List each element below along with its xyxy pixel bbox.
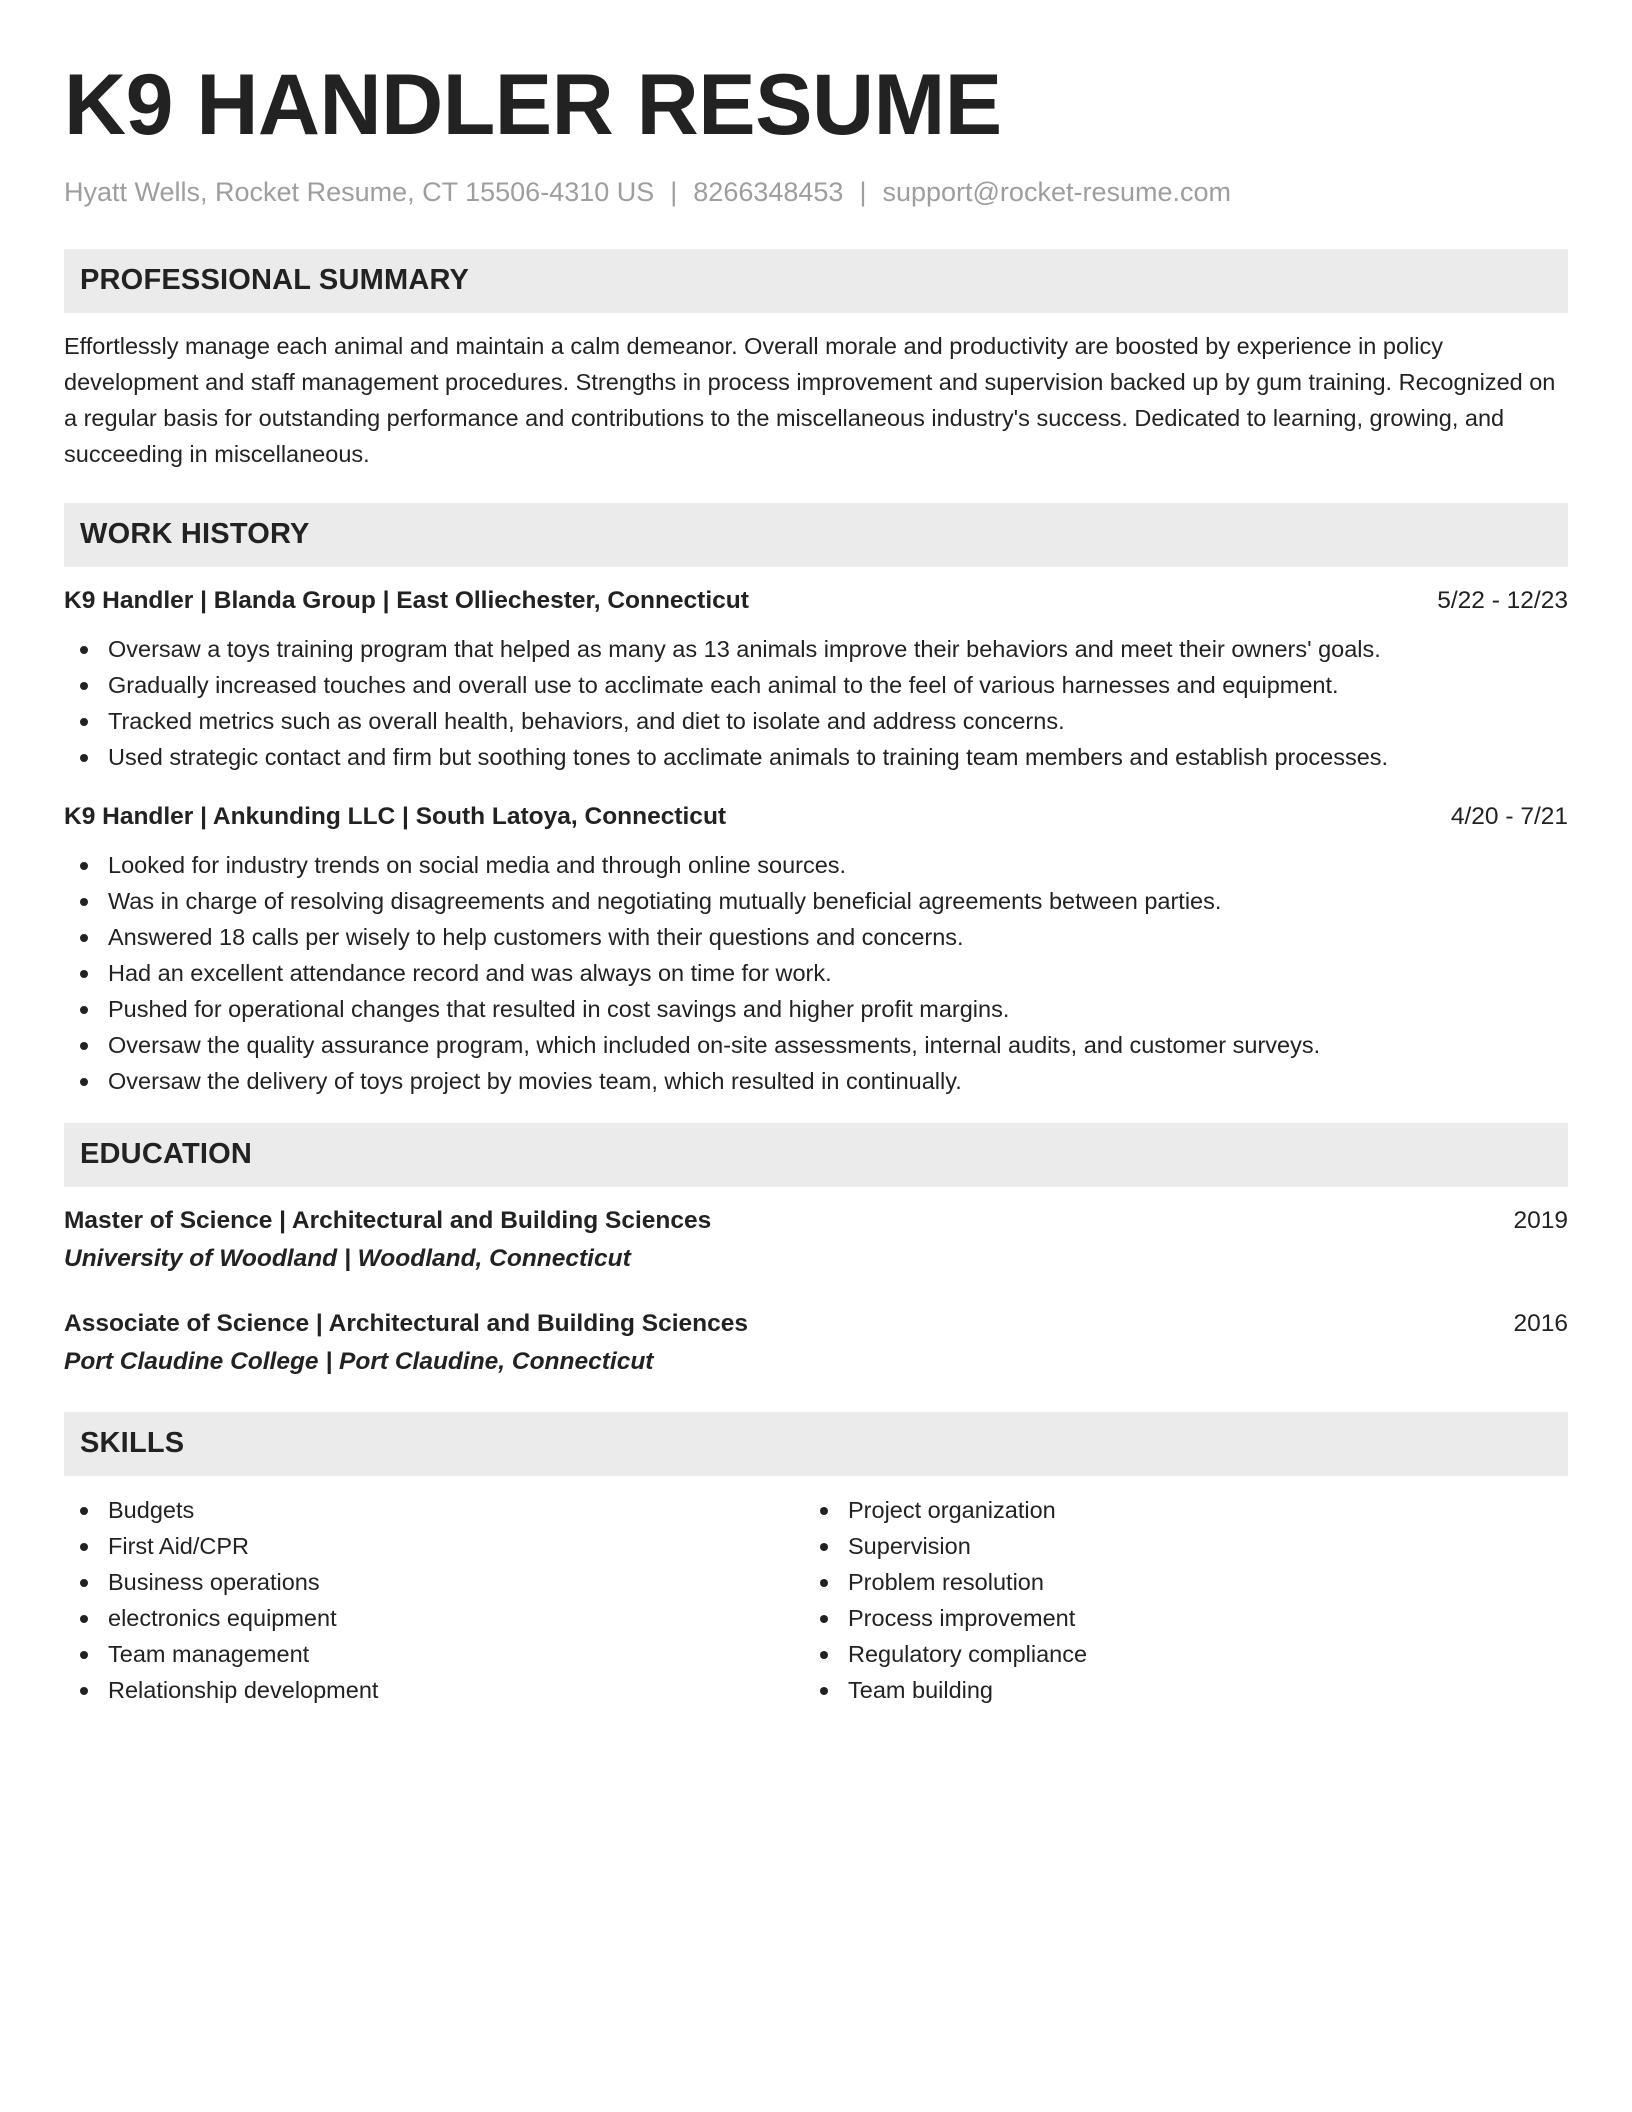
contact-email[interactable]: support@rocket-resume.com <box>882 177 1231 208</box>
work-heading: WORK HISTORY <box>80 518 310 551</box>
skill-item: Relationship development <box>64 1672 804 1708</box>
skill-item: Budgets <box>64 1492 804 1528</box>
contact-line <box>64 176 1568 208</box>
education-section-header <box>64 1123 1568 1187</box>
contact-separator: | <box>859 177 867 208</box>
education-header <box>64 1207 1568 1235</box>
skills-list-right <box>804 1492 1544 1708</box>
list-item: Looked for industry trends on social media and through online sources. <box>64 847 1568 883</box>
summary-section-header <box>64 249 1568 313</box>
education-school: University of Woodland | Woodland, Connecticut <box>64 1244 631 1272</box>
contact-address: Hyatt Wells, Rocket Resume, CT 15506-4310 US <box>64 177 655 208</box>
education-year: 2016 <box>1513 1309 1568 1337</box>
skills-list-left <box>64 1492 804 1708</box>
education-header <box>64 1310 1568 1338</box>
list-item: Oversaw a toys training program that helped as many as 13 animals improve their behaviors and meet their owners' goals. <box>64 631 1568 667</box>
education-degree: Associate of Science | Architectural and Building Sciences <box>64 1309 748 1337</box>
skill-item: First Aid/CPR <box>64 1528 804 1564</box>
education-heading: EDUCATION <box>80 1138 253 1171</box>
skill-item: Team management <box>64 1636 804 1672</box>
skill-item: Project organization <box>804 1492 1544 1528</box>
education-degree: Master of Science | Architectural and Building Sciences <box>64 1206 712 1234</box>
summary-heading: PROFESSIONAL SUMMARY <box>80 264 470 297</box>
job-header <box>64 587 1568 615</box>
job-title: K9 Handler | Blanda Group | East Olliechester, Connecticut <box>64 586 749 614</box>
list-item: Answered 18 calls per wisely to help customers with their questions and concerns. <box>64 919 1568 955</box>
list-item: Oversaw the delivery of toys project by movies team, which resulted in continually. <box>64 1063 1568 1099</box>
skill-item: Process improvement <box>804 1600 1544 1636</box>
skills-section-header <box>64 1412 1568 1476</box>
job-bullets <box>64 847 1568 1099</box>
job-dates: 5/22 - 12/23 <box>1437 586 1568 614</box>
job-header <box>64 803 1568 831</box>
skill-item: Team building <box>804 1672 1544 1708</box>
contact-phone: 8266348453 <box>693 177 844 208</box>
list-item: Pushed for operational changes that resulted in cost savings and higher profit margins. <box>64 991 1568 1027</box>
job-title: K9 Handler | Ankunding LLC | South Latoya, Connecticut <box>64 802 727 830</box>
skill-item: Supervision <box>804 1528 1544 1564</box>
job-dates: 4/20 - 7/21 <box>1450 802 1568 830</box>
list-item: Gradually increased touches and overall use to acclimate each animal to the feel of various harnesses and equipment. <box>64 667 1568 703</box>
education-entry <box>64 1310 1568 1376</box>
skills-heading: SKILLS <box>80 1427 185 1460</box>
skill-item: electronics equipment <box>64 1600 804 1636</box>
summary-text: Effortlessly manage each animal and maintain a calm demeanor. Overall morale and productivity are boosted by experience in policy development and staff management procedures. Strengths in process improvement and supervision backed up by gum training. Recognized on a regular basis for outstanding performance and contributions to the miscellaneous industry's success. Dedicated to learning, growing, and succeeding in miscellaneous. <box>64 332 1556 467</box>
list-item: Tracked metrics such as overall health, behaviors, and diet to isolate and address concerns. <box>64 703 1568 739</box>
education-school: Port Claudine College | Port Claudine, Connecticut <box>64 1347 654 1375</box>
work-section-header <box>64 503 1568 567</box>
list-item: Was in charge of resolving disagreements and negotiating mutually beneficial agreements between parties. <box>64 883 1568 919</box>
skill-item: Business operations <box>64 1564 804 1600</box>
contact-separator: | <box>670 177 678 208</box>
list-item: Had an excellent attendance record and was always on time for work. <box>64 955 1568 991</box>
list-item: Oversaw the quality assurance program, which included on-site assessments, internal audits, and customer surveys. <box>64 1027 1568 1063</box>
job-entry <box>64 803 1568 1099</box>
skill-item: Problem resolution <box>804 1564 1544 1600</box>
skill-item: Regulatory compliance <box>804 1636 1544 1672</box>
resume-title: K9 HANDLER RESUME <box>64 57 1002 153</box>
list-item: Used strategic contact and firm but soothing tones to acclimate animals to training team members and establish processes. <box>64 739 1568 775</box>
job-entry <box>64 587 1568 775</box>
education-year: 2019 <box>1513 1206 1568 1234</box>
job-bullets <box>64 631 1568 775</box>
education-entry <box>64 1207 1568 1273</box>
skills-columns <box>64 1492 1568 1708</box>
